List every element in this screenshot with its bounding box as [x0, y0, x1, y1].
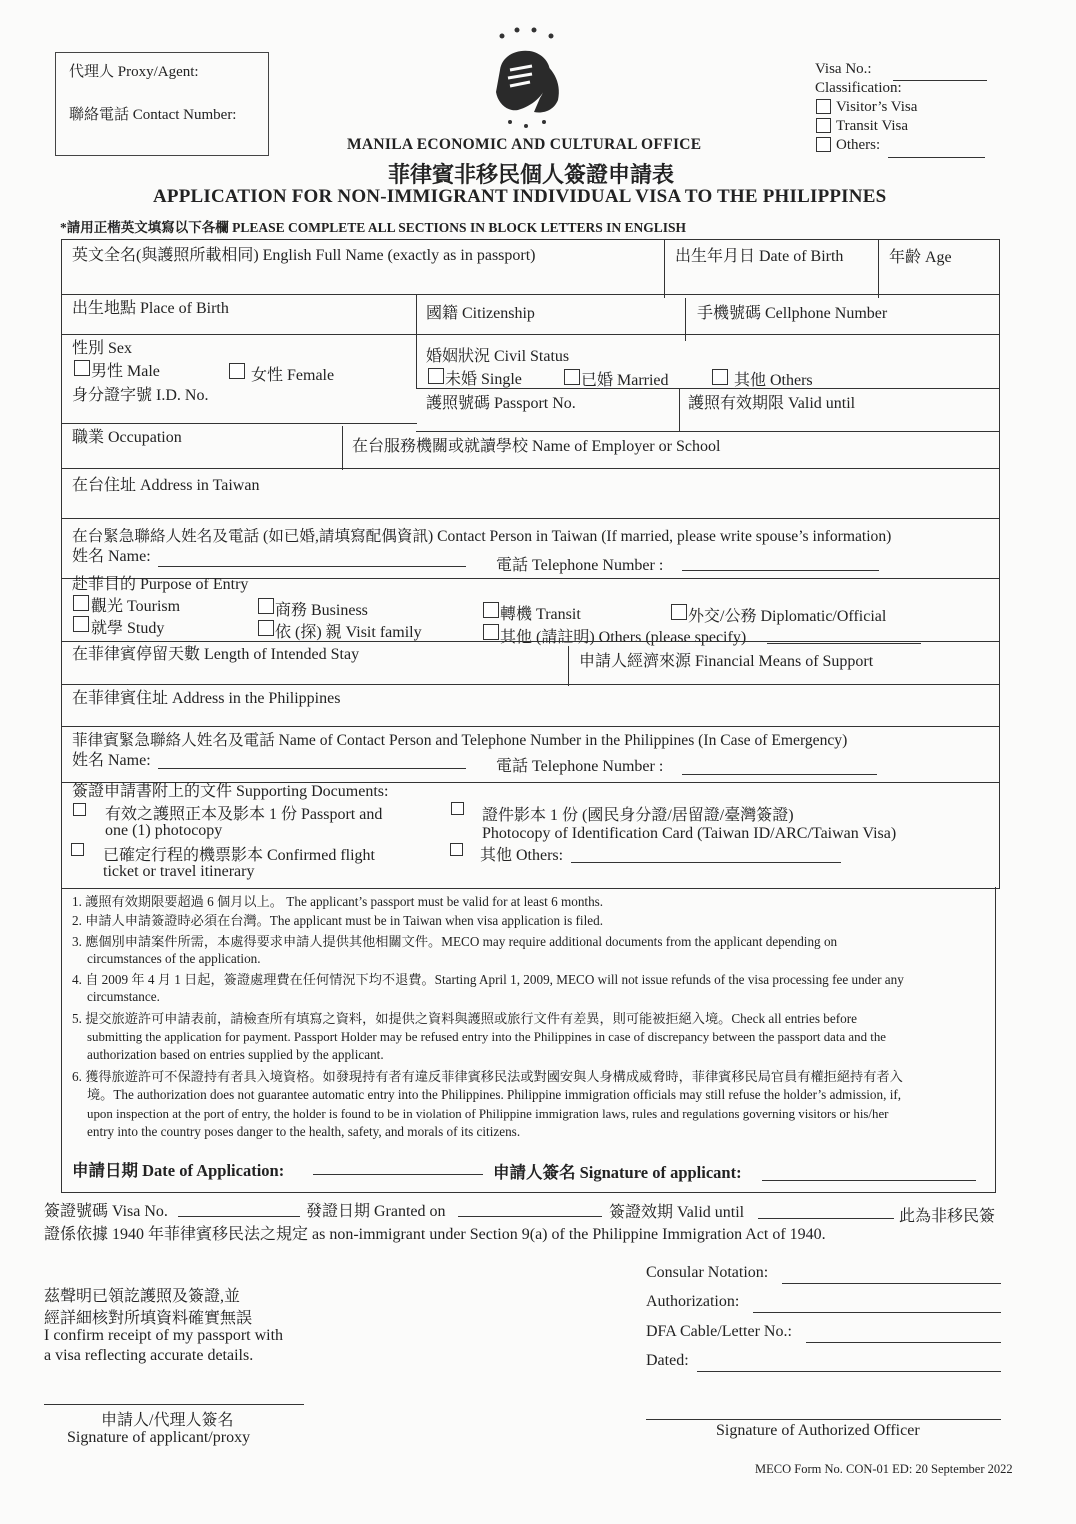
note-4-cont: circumstance.	[87, 989, 160, 1004]
signature-applicant-label: 申請人簽名 Signature of applicant:	[493, 1163, 742, 1182]
receipt-en-2: a visa reflecting accurate details.	[44, 1347, 254, 1364]
signature-proxy-cn: 申請人/代理人簽名	[101, 1412, 234, 1429]
instruction-text: *請用正楷英文填寫以下各欄 PLEASE COMPLETE ALL SECTIONS IN BLOCK LETTERS IN ENGLISH	[60, 220, 687, 235]
official-line-2: 證係依據 1940 年菲律賓移民法之規定 as non-immigrant under Section 9(a) of the Philippine Immigration Act of 1940.	[44, 1226, 826, 1243]
citizenship-label: 國籍 Citizenship	[426, 305, 535, 322]
meco-logo	[488, 26, 570, 130]
note-2: 2. 申請人申請簽證時必須在台灣。The applicant must be in Taiwan when visa application is filed.	[72, 913, 604, 928]
doc-flight-label: 已確定行程的機票影本 Confirmed flight	[103, 847, 375, 864]
dated-label: Dated:	[646, 1352, 689, 1369]
doc-flight-checkbox[interactable]	[71, 843, 84, 856]
form-number: MECO Form No. CON-01 ED: 20 September 2022	[755, 1462, 1013, 1476]
doc-id-label-2: Photocopy of Identification Card (Taiwan ID/ARC/Taiwan Visa)	[482, 825, 897, 842]
age-label: 年齡 Age	[889, 249, 952, 266]
consular-notation-label: Consular Notation:	[646, 1264, 769, 1281]
dob-label: 出生年月日 Date of Birth	[675, 248, 844, 265]
doc-passport-label: 有效之護照正本及影本 1 份 Passport and	[105, 806, 383, 823]
business-checkbox[interactable]	[258, 598, 274, 614]
single-label: 未婚 Single	[445, 371, 522, 388]
visit-family-label: 依 (探) 親 Visit family	[275, 624, 422, 641]
sex-label: 性別 Sex	[72, 340, 133, 357]
dfa-cable-label: DFA Cable/Letter No.:	[646, 1323, 792, 1340]
doc-id-label: 證件影本 1 份 (國民身分證/居留證/臺灣簽證)	[482, 807, 794, 824]
place-of-birth-label: 出生地點 Place of Birth	[72, 300, 229, 317]
single-checkbox[interactable]	[428, 368, 444, 384]
signature-proxy-en: Signature of applicant/proxy	[67, 1429, 251, 1446]
doc-others-label: 其他 Others:	[480, 847, 564, 864]
note-5: 5. 提交旅遊許可申請表前，請檢查所有填寫之資料，如提供之資料與護照或旅行文件有差異，則可能被拒絕入境。Check all entries before	[72, 1011, 857, 1026]
financial-means-label: 申請人經濟來源 Financial Means of Support	[579, 653, 874, 670]
others-visa-line	[888, 157, 985, 158]
contact-ph-label: 菲律賓緊急聯絡人姓名及電話 Name of Contact Person and Telephone Number in the Philippines (In Case of Emergency)	[72, 732, 848, 749]
note-5-cont: submitting the application for payment. Passport Holder may be refused entry into the Philippines in case of discrepancy between the passport data and the	[87, 1030, 887, 1044]
visitors-visa-checkbox[interactable]	[816, 99, 831, 114]
married-checkbox[interactable]	[564, 369, 580, 385]
tourism-checkbox[interactable]	[73, 595, 89, 611]
others-civil-label: 其他 Others	[734, 372, 813, 389]
authorized-officer-label: Signature of Authorized Officer	[716, 1422, 920, 1439]
others-visa-checkbox[interactable]	[816, 137, 831, 152]
official-visa-no: 簽證號碼 Visa No.	[44, 1203, 168, 1220]
visa-no-line	[893, 80, 987, 81]
receipt-en-1: I confirm receipt of my passport with	[44, 1327, 284, 1344]
receipt-cn-2: 經詳細核對所填資料確實無誤	[44, 1310, 253, 1327]
others-purpose-label: 其他 (請註明) Others (please specify)	[500, 629, 747, 646]
address-taiwan-label: 在台住址 Address in Taiwan	[72, 477, 260, 494]
female-label: 女性 Female	[251, 367, 335, 384]
diplomatic-checkbox[interactable]	[671, 604, 687, 620]
doc-passport-label-2: one (1) photocopy	[105, 822, 223, 839]
contact-taiwan-phone-label: 電話 Telephone Number :	[496, 557, 664, 574]
passport-no-label: 護照號碼 Passport No.	[426, 395, 576, 412]
title-chinese: 菲律賓非移民個人簽證申請表	[388, 162, 675, 187]
note-6-cont: 境。The authorization does not guarantee automatic entry into the Philippines. Philippine immigration officials may still refuse the holder’s admission, if,	[87, 1087, 902, 1102]
length-of-stay-label: 在菲律賓停留天數 Length of Intended Stay	[72, 646, 360, 663]
note-5-cont-2: authorization based on entries supplied by the applicant.	[87, 1047, 384, 1062]
official-tail: 此為非移民簽	[899, 1208, 996, 1225]
official-valid: 簽證效期 Valid until	[609, 1204, 745, 1221]
doc-id-checkbox[interactable]	[451, 802, 464, 815]
note-4: 4. 自 2009 年 4 月 1 日起，簽證處理費在任何情況下均不退費。Starting April 1, 2009, MECO will not issue refunds of the visa processing fee under any	[72, 972, 904, 987]
visa-no-label: Visa No.:	[815, 61, 872, 77]
transit-checkbox[interactable]	[483, 602, 499, 618]
proxy-agent-label: 代理人 Proxy/Agent:	[69, 64, 199, 80]
study-checkbox[interactable]	[73, 616, 89, 632]
male-checkbox[interactable]	[74, 360, 90, 376]
married-label: 已婚 Married	[581, 372, 669, 389]
study-label: 就學 Study	[91, 620, 165, 637]
note-3: 3. 應個別申請案件所需，本處得要求申請人提供其他相關文件。MECO may require additional documents from the applicant depending on	[72, 934, 838, 949]
visitors-visa-label: Visitor’s Visa	[836, 99, 918, 115]
business-label: 商務 Business	[275, 602, 368, 619]
official-granted: 發證日期 Granted on	[306, 1203, 446, 1220]
office-name: MANILA ECONOMIC AND CULTURAL OFFICE	[347, 136, 702, 153]
title-english: APPLICATION FOR NON-IMMIGRANT INDIVIDUAL VISA TO THE PHILIPPINES	[153, 186, 887, 207]
address-philippines-label: 在菲律賓住址 Address in the Philippines	[72, 690, 341, 707]
doc-passport-checkbox[interactable]	[73, 803, 86, 816]
employer-label: 在台服務機關或就讀學校 Name of Employer or School	[352, 438, 721, 455]
note-3-cont: circumstances of the application.	[87, 951, 261, 966]
others-purpose-checkbox[interactable]	[483, 624, 499, 640]
supporting-docs-label: 簽證申請書附上的文件 Supporting Documents:	[72, 783, 389, 800]
cellphone-label: 手機號碼 Cellphone Number	[697, 305, 888, 322]
contact-ph-name-label: 姓名 Name:	[72, 752, 151, 769]
valid-until-label: 護照有效期限 Valid until	[688, 395, 856, 412]
date-of-application-label: 申請日期 Date of Application:	[72, 1161, 285, 1180]
purpose-label: 赴菲目的 Purpose of Entry	[72, 576, 249, 593]
contact-ph-phone-label: 電話 Telephone Number :	[496, 758, 664, 775]
male-label: 男性 Male	[91, 363, 160, 380]
visit-family-checkbox[interactable]	[258, 620, 274, 636]
civil-status-label: 婚姻狀況 Civil Status	[426, 348, 570, 365]
transit-visa-label: Transit Visa	[836, 118, 909, 134]
doc-flight-label-2: ticket or travel itinerary	[103, 863, 255, 880]
contact-taiwan-label: 在台緊急聯絡人姓名及電話 (如已婚,請填寫配偶資訊) Contact Person in Taiwan (If married, please write spouse’s information)	[72, 528, 892, 545]
full-name-label: 英文全名(與護照所載相同) English Full Name (exactly as in passport)	[72, 247, 536, 264]
others-visa-label: Others:	[836, 137, 881, 153]
note-1: 1. 護照有效期限要超過 6 個月以上。 The applicant’s passport must be valid for at least 6 months.	[72, 894, 604, 909]
transit-label: 轉機 Transit	[500, 606, 581, 623]
note-6: 6. 獲得旅遊許可不保證持有者具入境資格。如發現持有者有違反菲律賓移民法或對國安與人身構成威脅時，菲律賓移民局官員有權拒絕持有者入	[72, 1069, 903, 1084]
authorization-label: Authorization:	[646, 1293, 740, 1310]
tourism-label: 觀光 Tourism	[91, 598, 181, 615]
note-6-cont-2: upon inspection at the port of entry, the holder is found to be in violation of Philippine immigration laws, rules and regulations governing visitors or his/her	[87, 1107, 889, 1121]
transit-visa-checkbox[interactable]	[816, 118, 831, 133]
contact-taiwan-name-label: 姓名 Name:	[72, 548, 151, 565]
note-6-cont-3: entry into the country poses danger to the health, safety, and morals of its citizens.	[87, 1124, 521, 1139]
female-checkbox[interactable]	[229, 363, 245, 379]
classification-label: Classification:	[815, 80, 902, 96]
contact-number-label: 聯絡電話 Contact Number:	[69, 107, 237, 123]
others-civil-checkbox[interactable]	[712, 369, 728, 385]
diplomatic-label: 外交/公務 Diplomatic/Official	[688, 608, 887, 625]
id-no-label: 身分證字號 I.D. No.	[72, 387, 209, 404]
doc-others-checkbox[interactable]	[450, 843, 463, 856]
occupation-label: 職業 Occupation	[72, 429, 182, 446]
receipt-cn-1: 茲聲明已領訖護照及簽證,並	[44, 1288, 241, 1305]
